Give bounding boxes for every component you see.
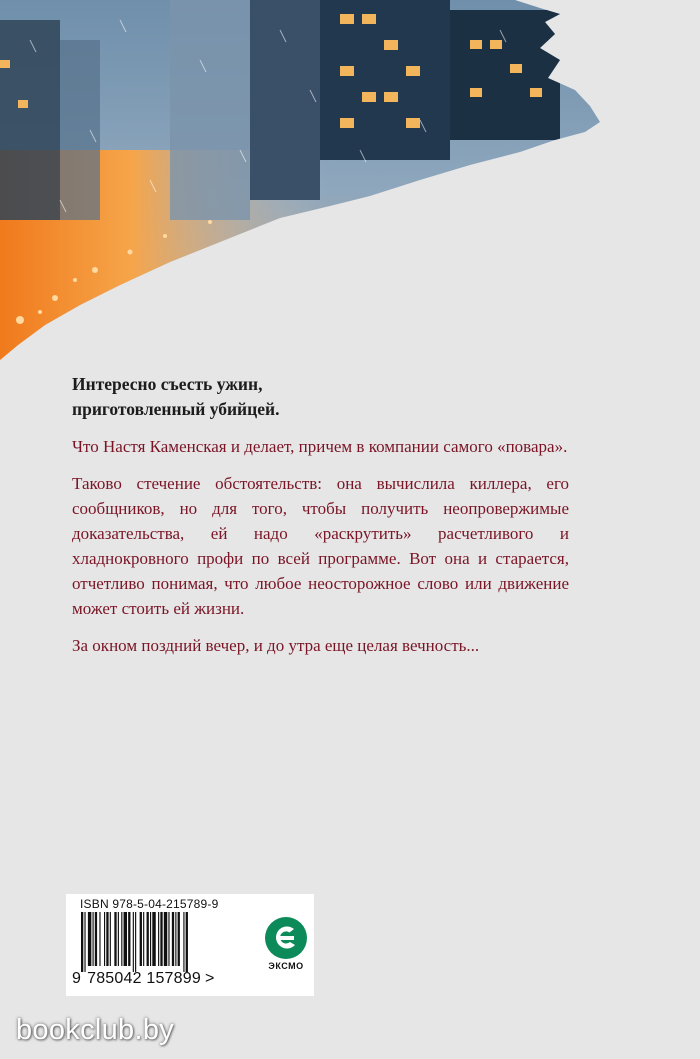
headline-line-2: приготовленный убийцей. [72, 399, 280, 419]
barcode-group-2: 157899 [146, 970, 201, 987]
isbn-label: ISBN 978-5-04-215789-9 [80, 897, 219, 911]
blurb-paragraph-2: Таково стечение обстоятельств: она вычислила киллера, его сообщников, но для того, чтобы получить неопровержимые доказательства, ей надо «раскрутить» расчетливого и хладнокровного профи по всей программе. Вот она и старается, отчетливо понимая, что любое неосторожное слово или движение может стоить ей жизни. [72, 474, 569, 618]
blurb-paragraph-3: За окном поздний вечер, и до утра еще целая вечность... [72, 636, 480, 655]
blurb [72, 372, 569, 670]
barcode-bars [80, 912, 252, 972]
blurb-paragraph-1: Что Настя Каменская и делает, причем в компании самого «повара». [72, 437, 568, 456]
headline-line-1: Интересно съесть ужин, [72, 374, 263, 394]
barcode-digits [72, 970, 215, 988]
publisher-logo [264, 916, 308, 978]
blurb-headline [72, 372, 569, 422]
watermark: bookclub.by [16, 1014, 175, 1046]
barcode-card [66, 894, 314, 996]
eksmo-logo-icon [264, 916, 308, 960]
publisher-name: ЭКСМО [268, 961, 304, 971]
barcode-lead-digit: 9 [72, 970, 82, 987]
city-night-illustration [0, 0, 700, 380]
barcode-group-1: 785042 [87, 970, 142, 987]
barcode-trail: > [204, 970, 215, 987]
